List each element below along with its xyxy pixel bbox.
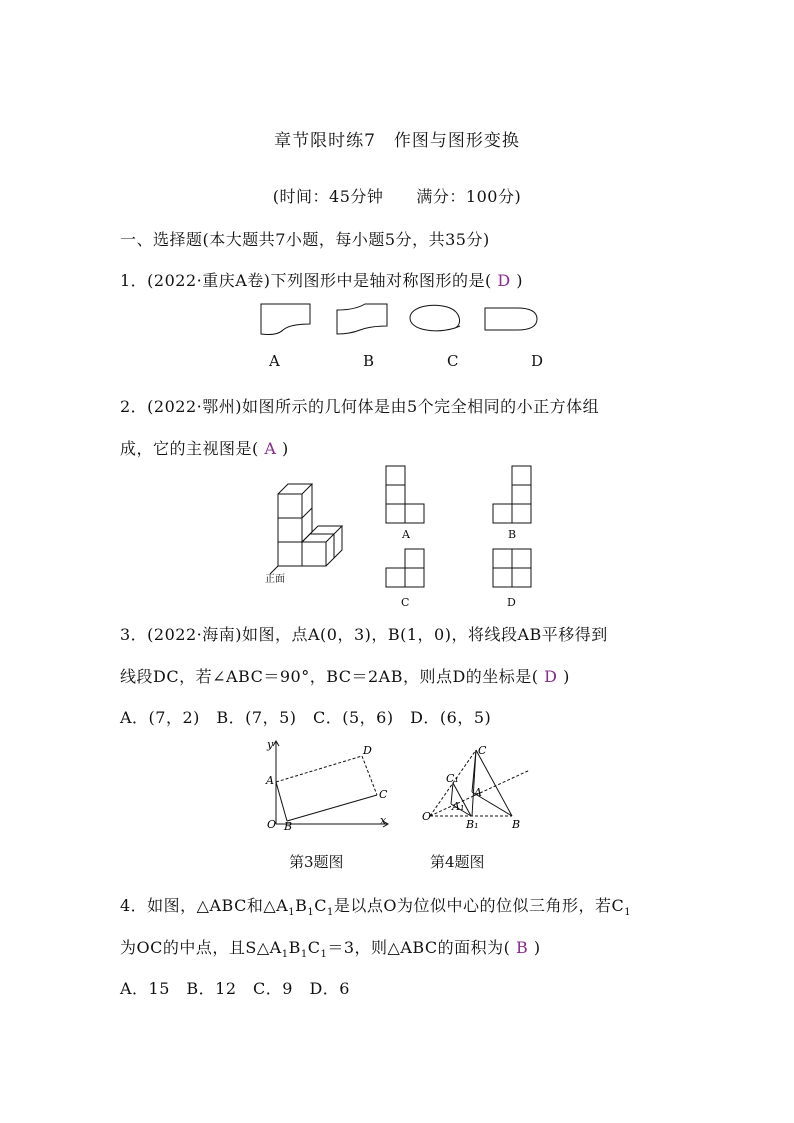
q1-label-a: A xyxy=(269,352,280,370)
q4-label-c: C xyxy=(478,744,487,757)
question-1-close: ) xyxy=(516,271,524,290)
question-2-line-1: 2．(2022·鄂州)如图所示的几何体是由5个完全相同的小正方体组 xyxy=(120,397,600,416)
question-3-answer: D xyxy=(544,667,558,686)
q1-label-c: C xyxy=(447,352,459,370)
question-4-answer: B xyxy=(516,938,529,957)
shape-a xyxy=(261,304,310,335)
q3-label-c: C xyxy=(379,788,388,801)
question-3-line-1: 3．(2022·海南)如图，点A(0，3)，B(1，0)，将线段AB平移得到 xyxy=(120,625,608,644)
question-3-text: 线段DC，若∠ABC＝90°，BC＝2AB，则点D的坐标是( xyxy=(120,667,539,686)
q4-caption: 第4题图 xyxy=(430,853,485,871)
question-1-answer: D xyxy=(497,271,511,290)
question-4-text-2: 是以点O为位似中心的位似三角形，若C xyxy=(333,896,625,915)
q3-label-b: B xyxy=(284,820,293,833)
q2-view-d xyxy=(493,549,533,591)
q2-label-c: C xyxy=(401,596,410,609)
question-3-close: ) xyxy=(563,667,570,686)
question-4-line-1: 4．如图，△ABC和$\triangle A_1B_1C_1$是以点O为位似中心的位似三角形，若$C_1$ xyxy=(120,896,632,919)
q2-front-label: 正面 xyxy=(265,574,285,585)
question-4-line-2: 为OC的中点，且$S\triangle A_1B_1C_1=3$，则△ABC的面积为( B ) xyxy=(120,938,541,961)
question-4-figure xyxy=(420,744,532,834)
question-4-text-3: 为OC的中点，且S△A xyxy=(120,938,282,957)
q4-label-a1: A₁ xyxy=(452,800,465,813)
page-title: 章节限时练7 作图与图形变换 xyxy=(274,131,520,151)
q2-view-a xyxy=(386,466,426,526)
q1-label-d: D xyxy=(531,352,544,370)
shape-c xyxy=(410,305,460,331)
question-1-shapes xyxy=(255,300,545,340)
q2-view-c xyxy=(386,549,426,591)
q4-label-b1: B₁ xyxy=(466,818,479,831)
q2-label-b: B xyxy=(508,528,517,541)
q4-label-b: B xyxy=(512,818,521,831)
q4-label-c1: C₁ xyxy=(446,772,459,785)
q3-axis-y: y xyxy=(267,738,274,751)
shape-b xyxy=(337,304,387,334)
question-1-text: 1．(2022·重庆A卷)下列图形中是轴对称图形的是( xyxy=(120,271,492,290)
question-3-line-2 xyxy=(120,664,570,687)
question-4-close: ) xyxy=(533,938,541,957)
time-score-line: (时间：45分钟 满分：100分) xyxy=(272,187,522,206)
q4-label-a: A xyxy=(474,786,482,799)
q3-label-a: A xyxy=(266,774,274,787)
question-4-text-4: ＝3，则△ABC的面积为( xyxy=(327,938,511,957)
q2-label-d: D xyxy=(507,596,516,609)
q2-view-b xyxy=(493,466,533,526)
q3-caption: 第3题图 xyxy=(289,853,344,871)
question-2-close: ) xyxy=(282,439,289,458)
q1-label-b: B xyxy=(363,352,375,370)
question-4-options: A．15 B．12 C．9 D．6 xyxy=(120,979,350,998)
question-3-options: A．(7，2) B．(7，5) C．(5，6) D．(6，5) xyxy=(120,708,492,727)
question-4-text-1: 4．如图，△ABC和△A xyxy=(120,896,289,915)
question-2-answer: A xyxy=(264,439,277,458)
question-2-text: 成，它的主视图是( xyxy=(120,439,259,458)
question-2-line-2 xyxy=(120,436,289,459)
section-heading: 一、选择题(本大题共7小题，每小题5分，共35分) xyxy=(120,230,490,249)
q2-label-a: A xyxy=(402,528,410,541)
q3-label-o: O xyxy=(267,818,277,831)
q4-label-o: O xyxy=(422,810,432,823)
q3-axis-x: x xyxy=(380,814,387,827)
shape-d xyxy=(485,308,537,330)
q3-label-d: D xyxy=(363,744,372,757)
question-1 xyxy=(120,268,523,291)
question-3-figure xyxy=(262,738,392,832)
